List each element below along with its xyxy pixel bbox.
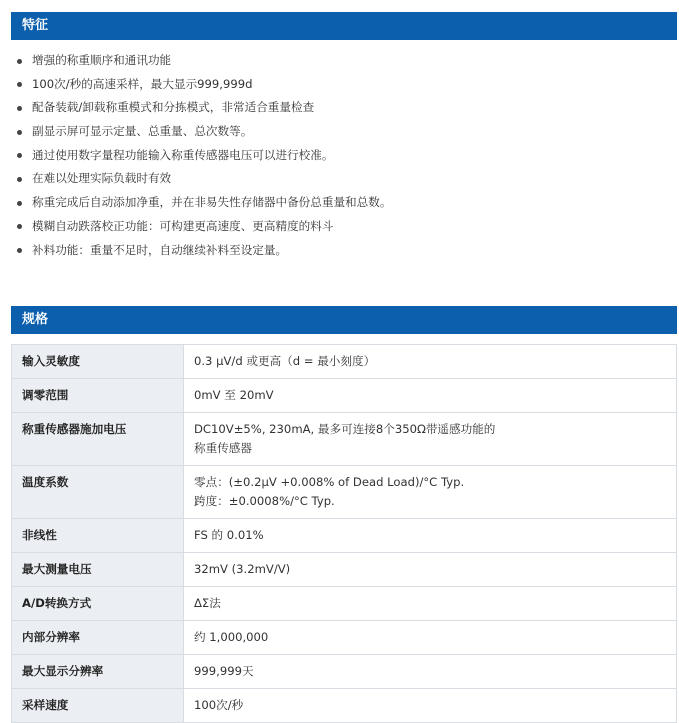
bullet-icon (17, 224, 22, 229)
spec-value-line: FS 的 0.01% (194, 528, 264, 542)
spec-row (12, 466, 677, 519)
spec-label: A/D转换方式 (12, 587, 184, 621)
spec-row (12, 413, 677, 466)
feature-text: 通过使用数字量程功能输入称重传感器电压可以进行校准。 (32, 147, 334, 162)
bullet-icon (17, 106, 22, 111)
spec-value (184, 655, 677, 689)
feature-text: 称重完成后自动添加净重，并在非易失性存储器中备份总重量和总数。 (32, 195, 392, 210)
feature-item (17, 73, 391, 97)
spec-value-line: 跨度：±0.0008%/°C Typ. (194, 494, 335, 508)
feature-item (17, 96, 391, 120)
features-section-title: 特征 (11, 12, 677, 40)
feature-item (17, 120, 391, 144)
spec-label: 最大显示分辨率 (12, 655, 184, 689)
bullet-icon (17, 177, 22, 182)
specs-section-title: 规格 (11, 306, 677, 334)
specs-table (11, 344, 677, 723)
feature-text: 配备装载/卸载称重模式和分拣模式，非常适合重量检查 (32, 100, 315, 115)
spec-row (12, 587, 677, 621)
spec-value-line: 999,999天 (194, 664, 254, 678)
spec-value (184, 587, 677, 621)
feature-item (17, 144, 391, 168)
spec-value (184, 345, 677, 379)
spec-label: 内部分辨率 (12, 621, 184, 655)
spec-label: 输入灵敏度 (12, 345, 184, 379)
bullet-icon (17, 153, 22, 158)
spec-row (12, 655, 677, 689)
spec-label: 调零范围 (12, 379, 184, 413)
feature-text: 在难以处理实际负载时有效 (32, 171, 172, 186)
feature-text: 副显示屏可显示定量、总重量、总次数等。 (32, 124, 253, 139)
spec-value-line: 0mV 至 20mV (194, 388, 274, 402)
feature-text: 100次/秒的高速采样，最大显示999,999d (32, 76, 253, 91)
spec-label: 非线性 (12, 519, 184, 553)
spec-row (12, 621, 677, 655)
spec-row (12, 379, 677, 413)
feature-item (17, 215, 391, 239)
spec-value (184, 413, 677, 466)
spec-value-line: 零点：(±0.2μV +0.008% of Dead Load)/°C Typ. (194, 475, 465, 489)
spec-label: 最大测量电压 (12, 553, 184, 587)
feature-item (17, 167, 391, 191)
spec-value-line: DC10V±5%, 230mA, 最多可连接8个350Ω带遥感功能的 (194, 422, 496, 436)
spec-row (12, 519, 677, 553)
spec-value-line: 约 1,000,000 (194, 630, 269, 644)
spec-value-line: 0.3 μV/d 或更高（d = 最小刻度） (194, 354, 376, 368)
spec-value (184, 621, 677, 655)
spec-value (184, 466, 677, 519)
spec-row (12, 345, 677, 379)
spec-row (12, 689, 677, 723)
spec-value (184, 553, 677, 587)
spec-label: 称重传感器施加电压 (12, 413, 184, 466)
spec-value (184, 519, 677, 553)
feature-item (17, 49, 391, 73)
spec-label: 温度系数 (12, 466, 184, 519)
spec-value-line: 称重传感器 (194, 441, 252, 455)
spec-value-line: 32mV (3.2mV/V) (194, 562, 291, 576)
spec-label: 采样速度 (12, 689, 184, 723)
spec-value-line: 100次/秒 (194, 698, 244, 712)
feature-text: 补料功能：重量不足时，自动继续补料至设定量。 (32, 242, 288, 257)
spec-value (184, 689, 677, 723)
bullet-icon (17, 201, 22, 206)
bullet-icon (17, 82, 22, 87)
bullet-icon (17, 59, 22, 64)
bullet-icon (17, 130, 22, 135)
spec-value (184, 379, 677, 413)
spec-row (12, 553, 677, 587)
features-list (17, 49, 391, 262)
bullet-icon (17, 248, 22, 253)
feature-item (17, 239, 391, 263)
feature-item (17, 191, 391, 215)
spec-value-line: ΔΣ法 (194, 596, 221, 610)
feature-text: 模糊自动跌落校正功能：可构建更高速度、更高精度的料斗 (32, 218, 334, 233)
feature-text: 增强的称重顺序和通讯功能 (32, 53, 172, 67)
